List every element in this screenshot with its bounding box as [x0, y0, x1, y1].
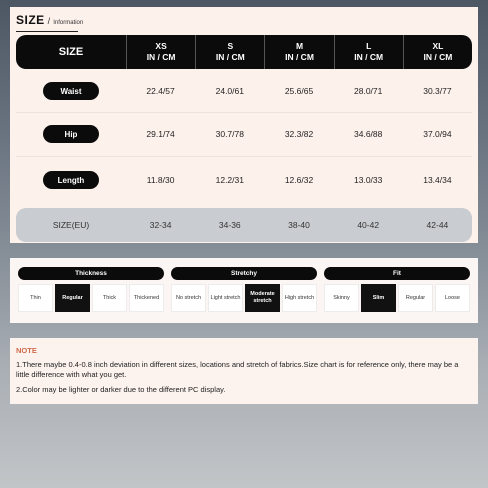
attribute-group-title: Thickness [18, 267, 164, 280]
header-size: S [227, 41, 234, 51]
header-unit: IN / CM [146, 52, 176, 62]
fabric-attributes-card [10, 258, 478, 323]
size-header-row [16, 35, 472, 69]
header-size-label: SIZE [58, 46, 84, 58]
header-col-m [264, 35, 333, 69]
table-cell: 40-42 [357, 220, 380, 230]
table-cell: 13.4/34 [423, 175, 452, 185]
table-cell: 34.6/88 [354, 129, 383, 139]
size-chart-subtitle: Information [53, 20, 84, 26]
table-cell: 30.3/77 [423, 86, 452, 96]
table-row-waist [16, 72, 472, 110]
attribute-group-stretchy [171, 267, 317, 312]
row-label-pill: Hip [43, 125, 99, 143]
table-cell: 12.6/32 [284, 175, 314, 185]
header-col-xl [403, 35, 472, 69]
attribute-option: Loose [435, 284, 470, 312]
header-size: M [295, 41, 304, 51]
table-cell: 37.0/94 [423, 129, 452, 139]
attribute-option: Skinny [324, 284, 359, 312]
table-cell: 29.1/74 [146, 129, 175, 139]
attribute-option-selected: Slim [361, 284, 396, 312]
table-cell: 12.2/31 [215, 175, 244, 185]
attribute-option: Light stretch [208, 284, 243, 312]
heading-slash: / [47, 16, 51, 26]
table-cell: 32.3/82 [284, 129, 314, 139]
attribute-option-selected: Regular [55, 284, 90, 312]
attribute-option: Regular [398, 284, 433, 312]
row-label-pill: Waist [43, 82, 99, 100]
row-divider [16, 156, 472, 157]
size-chart-title: SIZE [16, 13, 45, 27]
table-cell: 38-40 [288, 220, 310, 230]
header-col-xs [126, 35, 195, 69]
table-cell: 30.7/78 [215, 129, 244, 139]
attribute-option: Thin [18, 284, 53, 312]
table-cell: 25.6/65 [284, 86, 314, 96]
heading-underline [16, 31, 78, 32]
attribute-option: High stretch [282, 284, 317, 312]
table-cell: 13.0/33 [354, 175, 383, 185]
header-unit: IN / CM [423, 52, 453, 62]
attribute-group-title: Fit [324, 267, 470, 280]
header-col-s [195, 35, 264, 69]
table-row-length [16, 161, 472, 199]
row-label-pill: Length [43, 171, 99, 189]
eu-row-label: SIZE(EU) [52, 220, 90, 230]
table-cell: 42-44 [426, 220, 449, 230]
size-chart-card [10, 7, 478, 243]
attribute-option: Thick [92, 284, 127, 312]
header-size: XS [155, 41, 167, 51]
header-unit: IN / CM [215, 52, 245, 62]
size-chart-heading [16, 13, 83, 27]
table-cell: 22.4/57 [146, 86, 175, 96]
header-col-l [334, 35, 403, 69]
table-cell: 24.0/61 [215, 86, 244, 96]
attribute-option: Thickened [129, 284, 164, 312]
header-size: XL [432, 41, 444, 51]
note-line-1: 1.There maybe 0.4-0.8 inch deviation in different sizes, locations and stretch of fabrics.Size chart is for reference only, there may be a little difference with what you get. [16, 360, 459, 379]
row-divider [16, 112, 472, 113]
table-cell: 28.0/71 [354, 86, 383, 96]
table-cell: 32-34 [149, 220, 172, 230]
table-row-hip [16, 115, 472, 153]
attribute-option-selected: Moderate stretch [245, 284, 280, 312]
table-cell: 11.8/30 [146, 175, 175, 185]
header-unit: IN / CM [285, 52, 314, 62]
attribute-option: No stretch [171, 284, 206, 312]
table-cell: 34-36 [218, 220, 241, 230]
header-size: L [366, 41, 372, 51]
note-line-2: 2.Color may be lighter or darker due to the different PC display. [16, 385, 226, 394]
note-title: NOTE [16, 346, 37, 355]
table-row-size-eu [16, 208, 472, 242]
attribute-group-title: Stretchy [171, 267, 317, 280]
attribute-group-thickness [18, 267, 164, 312]
header-unit: IN / CM [354, 52, 384, 62]
note-card [10, 338, 478, 404]
attribute-group-fit [324, 267, 470, 312]
